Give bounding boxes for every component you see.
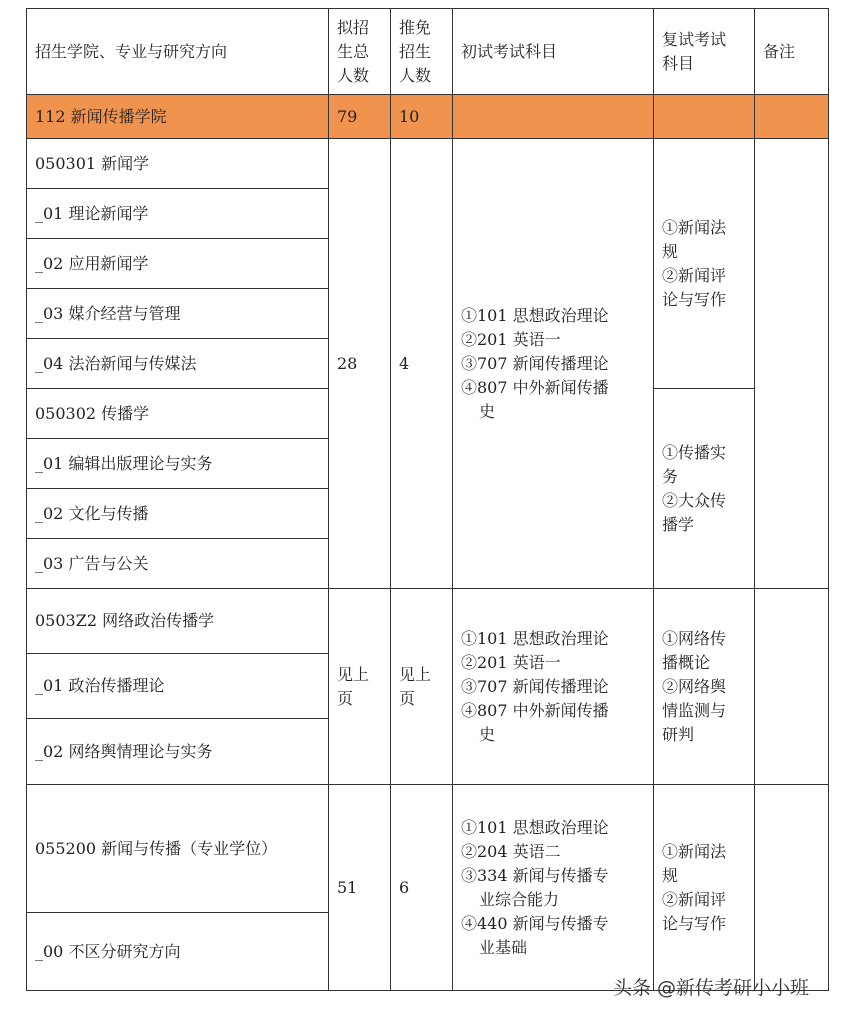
college-name: 112 新闻传播学院 [27, 95, 329, 139]
admission-table [26, 8, 829, 991]
header-total-quota: 拟招 生总 人数 [329, 9, 391, 95]
header-retest: 复试考试 科目 [654, 9, 755, 95]
quota-total: 28 [329, 139, 391, 589]
major-title: 055200 新闻与传播（专业学位） [27, 785, 329, 913]
research-direction: _01 理论新闻学 [27, 189, 329, 239]
college-total: 79 [329, 95, 391, 139]
college-retest [654, 95, 755, 139]
header-exempt-quota: 推免 招生 人数 [391, 9, 453, 95]
research-direction: _02 文化与传播 [27, 489, 329, 539]
retest-subjects: ①新闻法 规 ②新闻评 论与写作 [654, 785, 755, 991]
retest-subjects: ①网络传 播概论 ②网络舆 情监测与 研判 [654, 589, 755, 785]
quota-total: 51 [329, 785, 391, 991]
table-row [27, 589, 829, 654]
research-direction: _04 法治新闻与传媒法 [27, 339, 329, 389]
header-initial-exam: 初试考试科目 [453, 9, 654, 95]
initial-exam-subjects: ①101 思想政治理论 ②201 英语一 ③707 新闻传播理论 ④807 中外新闻传播 史 [453, 139, 654, 589]
initial-exam-subjects: ①101 思想政治理论 ②204 英语二 ③334 新闻与传播专 业综合能力 ④440 新闻与传播专 业基础 [453, 785, 654, 991]
table-row [27, 785, 829, 913]
remarks-cell [755, 139, 829, 589]
research-direction: _01 政治传播理论 [27, 654, 329, 719]
header-college-major: 招生学院、专业与研究方向 [27, 9, 329, 95]
quota-total: 见上 页 [329, 589, 391, 785]
college-exam [453, 95, 654, 139]
major-title: 0503Z2 网络政治传播学 [27, 589, 329, 654]
header-row [27, 9, 829, 95]
research-direction: _02 网络舆情理论与实务 [27, 719, 329, 785]
college-exempt: 10 [391, 95, 453, 139]
college-remarks [755, 95, 829, 139]
remarks-cell [755, 589, 829, 785]
retest-subjects: ①新闻法 规 ②新闻评 论与写作 [654, 139, 755, 389]
initial-exam-subjects: ①101 思想政治理论 ②201 英语一 ③707 新闻传播理论 ④807 中外新闻传播 史 [453, 589, 654, 785]
table-row [27, 139, 829, 189]
watermark: 头条 @新传考研小小班 [613, 977, 810, 999]
college-row [27, 95, 829, 139]
research-direction: _00 不区分研究方向 [27, 913, 329, 991]
major-title: 050302 传播学 [27, 389, 329, 439]
retest-subjects: ①传播实 务 ②大众传 播学 [654, 389, 755, 589]
header-remarks: 备注 [755, 9, 829, 95]
research-direction: _01 编辑出版理论与实务 [27, 439, 329, 489]
remarks-cell [755, 785, 829, 991]
research-direction: _03 媒介经营与管理 [27, 289, 329, 339]
major-title: 050301 新闻学 [27, 139, 329, 189]
quota-exempt: 见上 页 [391, 589, 453, 785]
quota-exempt: 4 [391, 139, 453, 589]
research-direction: _03 广告与公关 [27, 539, 329, 589]
research-direction: _02 应用新闻学 [27, 239, 329, 289]
quota-exempt: 6 [391, 785, 453, 991]
